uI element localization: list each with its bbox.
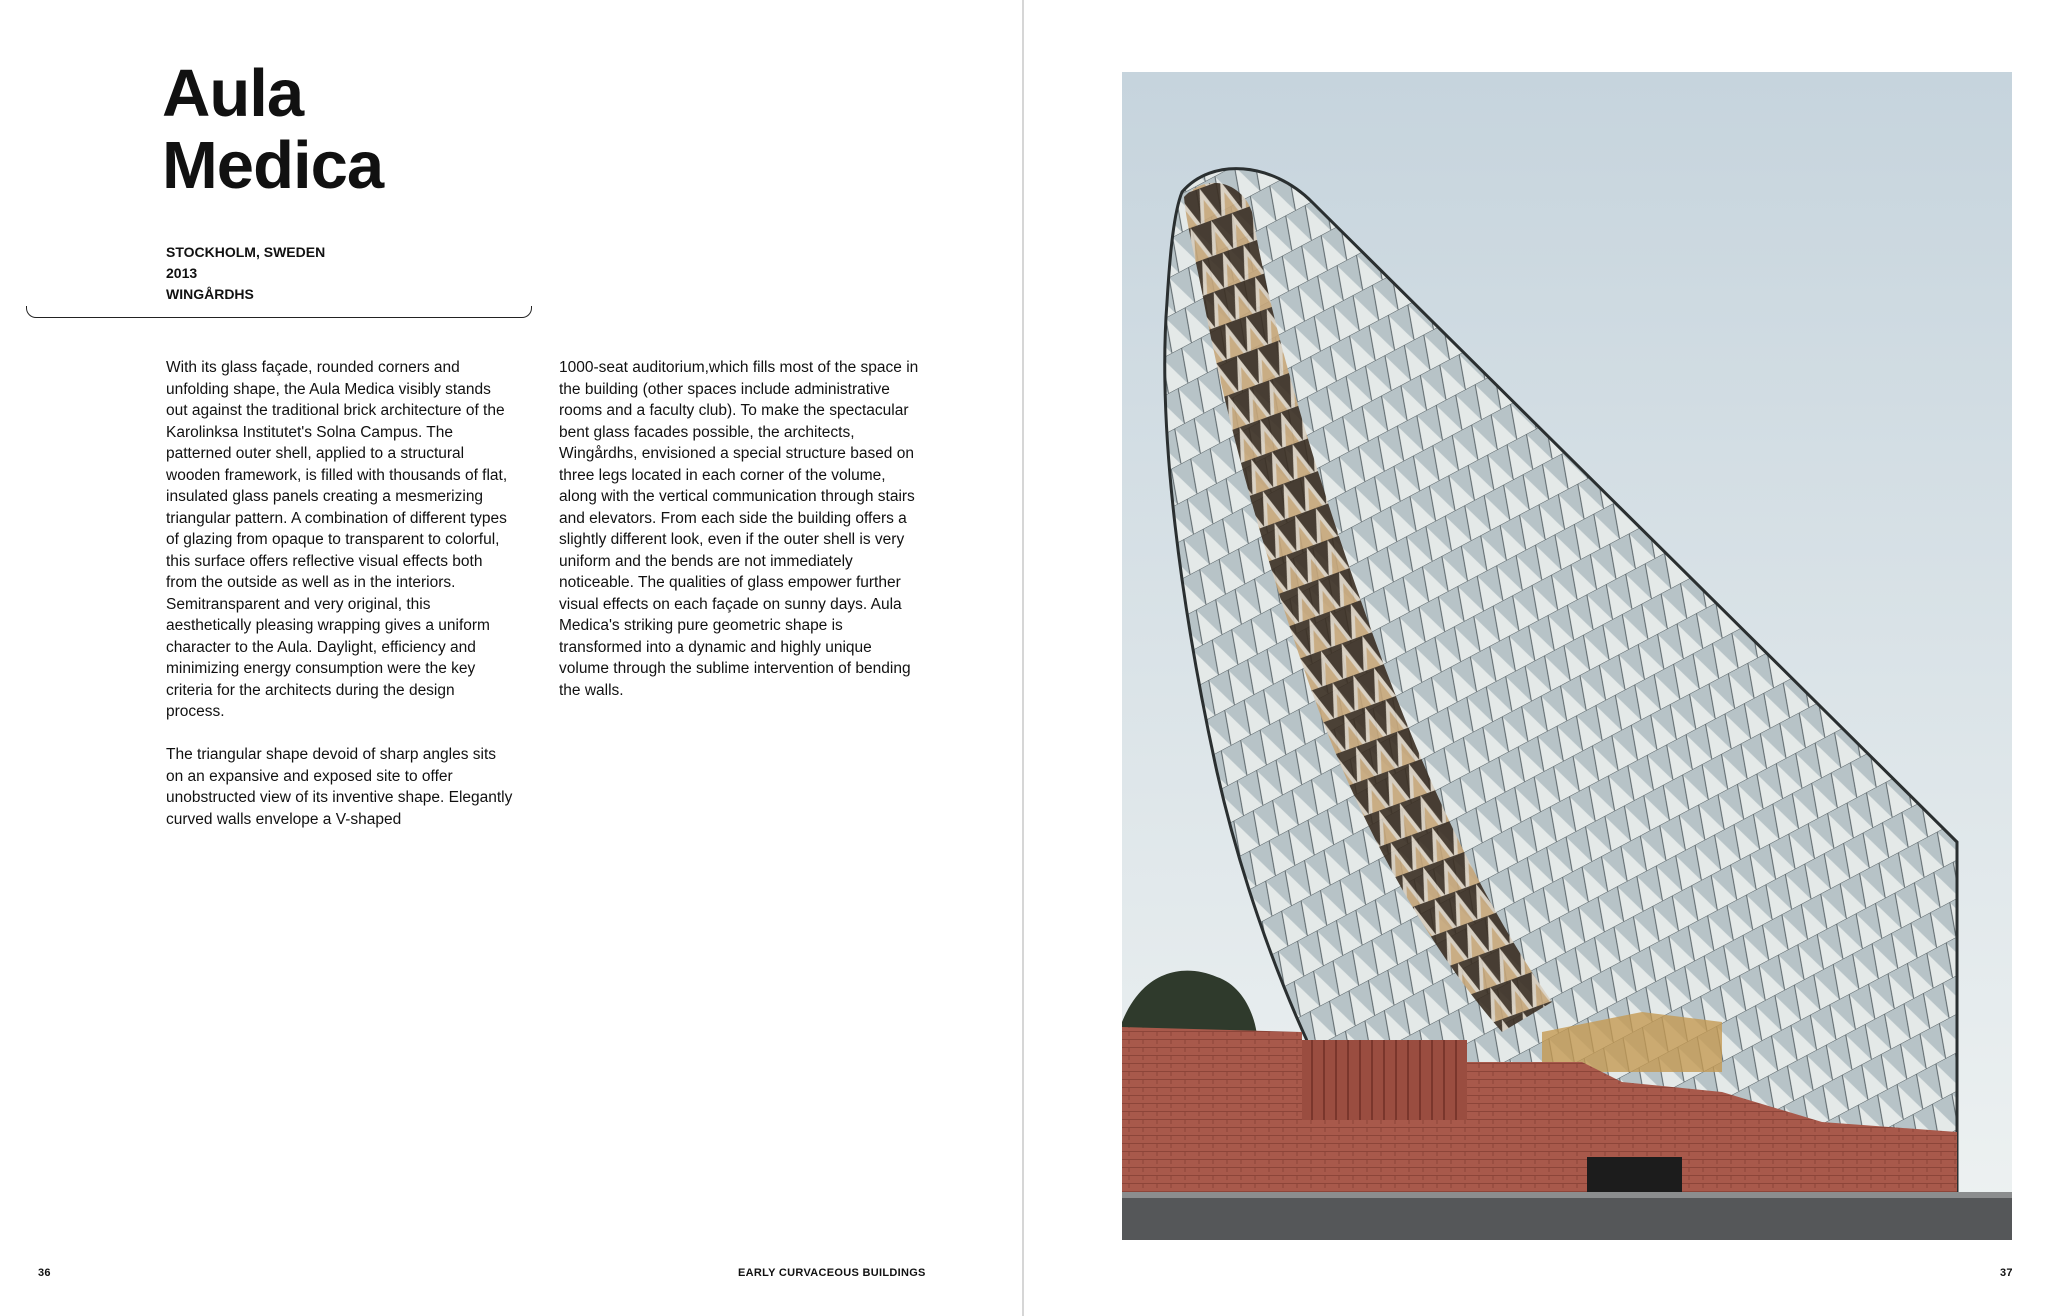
ground (1122, 1192, 2012, 1240)
title-line-2: Medica (162, 128, 384, 203)
body-column-1 (166, 357, 516, 852)
body-paragraph: With its glass façade, rounded corners and unfolding shape, the Aula Medica visibly stands out against the traditional brick architecture of the Karolinksa Institutet's Solna Campus. The patterned outer shell, applied to a structural wooden framework, is filled with thousands of flat, insulated glass panels creating a mesmerizing triangular pattern. A combination of different types of glazing from opaque to transparent to colorful, this surface offers reflective visual effects both from the outside as well as in the interiors. Semitransparent and very original, this aesthetically pleasing wrapping gives a uniform character to the Aula. Daylight, efficiency and minimizing energy consumption were the key criteria for the architects during the design process. (166, 359, 508, 720)
page-number-right: 37 (2000, 1267, 2013, 1279)
page-title (162, 58, 383, 202)
body-paragraph: The triangular shape devoid of sharp angles sits on an expansive and exposed site to offer unobstructed view of its inventive shape. Elegantly curved walls envelope a V-shaped (166, 746, 513, 828)
title-line-1: Aula (162, 56, 304, 131)
project-meta (166, 242, 325, 305)
project-location: STOCKHOLM, SWEDEN (166, 244, 326, 260)
project-year: 2013 (166, 265, 198, 281)
body-paragraph: 1000-seat auditorium,which fills most of the space in the building (other spaces include administrative rooms and a faculty club). To make the spectacular bent glass facades possible, the architects, Wingårdhs, envisioned a special structure based on three legs located in each corner of the volume, along with the vertical communication through stairs and elevators. From each side the building offers a slightly different look, even if the outer shell is very uniform and the bends are not immediately noticeable. The qualities of glass empower further visual effects on each façade on sunny days. Aula Medica's striking pure geometric shape is transformed into a dynamic and highly unique volume through the sublime intervention of bending the walls. (559, 359, 919, 699)
page-number-left: 36 (38, 1267, 51, 1279)
section-divider (26, 306, 532, 318)
running-head: EARLY CURVACEOUS BUILDINGS (738, 1267, 926, 1279)
project-architect: WINGÅRDHS (166, 286, 254, 302)
body-column-2 (559, 357, 919, 723)
building-photo (1122, 72, 2012, 1240)
entrance-door (1587, 1157, 1682, 1195)
